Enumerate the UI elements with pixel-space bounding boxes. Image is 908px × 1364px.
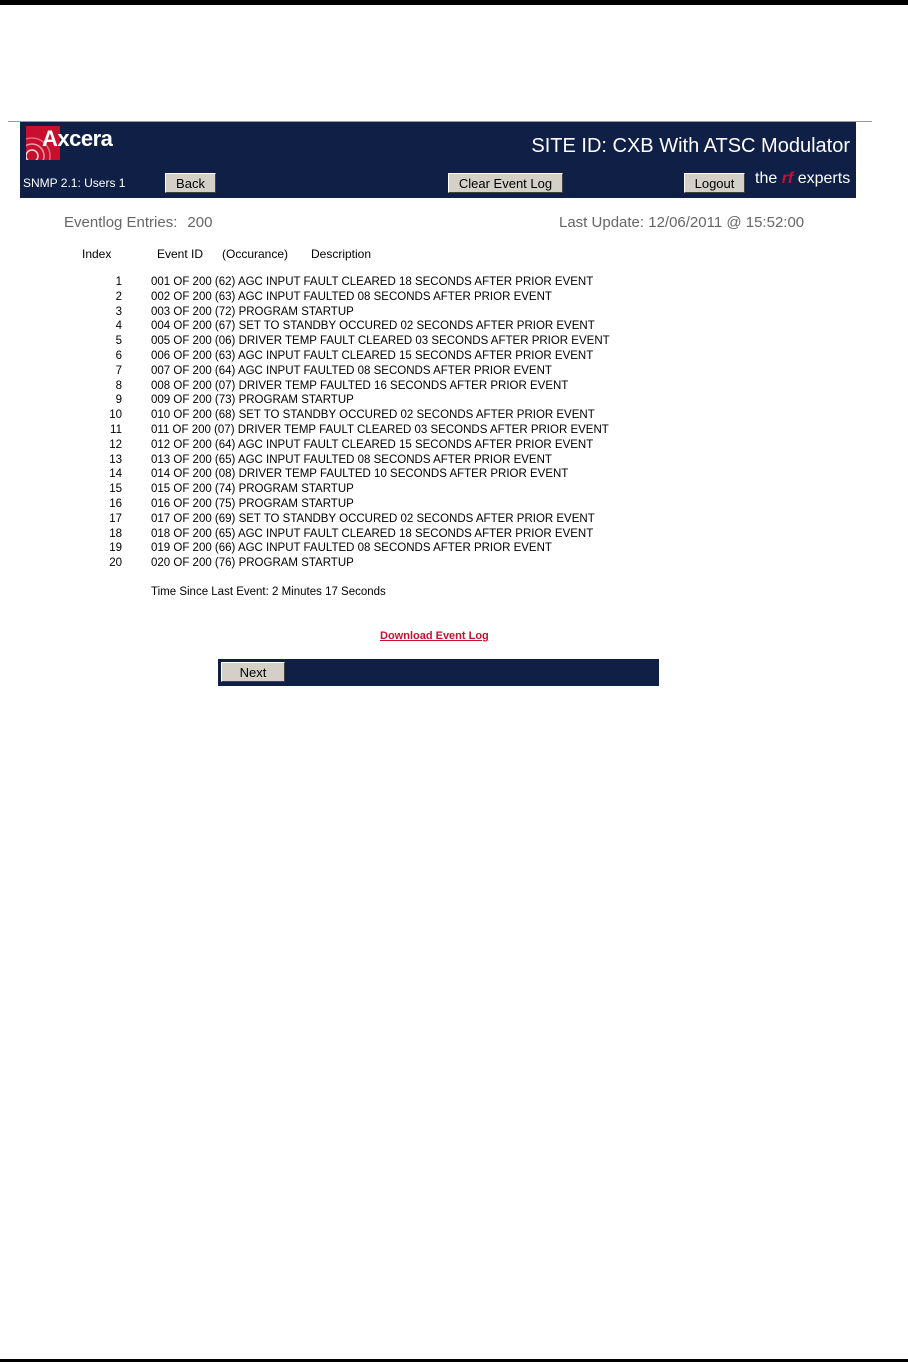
event-text: 001 OF 200 (62) AGC INPUT FAULT CLEARED 18 SECONDS AFTER PRIOR EVENT bbox=[151, 276, 594, 288]
time-since-last-event: Time Since Last Event: 2 Minutes 17 Seconds bbox=[151, 586, 386, 598]
event-text: 019 OF 200 (66) AGC INPUT FAULTED 08 SECONDS AFTER PRIOR EVENT bbox=[151, 542, 552, 555]
event-index: 19 bbox=[109, 542, 122, 555]
event-text: 014 OF 200 (08) DRIVER TEMP FAULTED 10 SECONDS AFTER PRIOR EVENT bbox=[151, 468, 569, 481]
event-row bbox=[0, 350, 908, 365]
eventlog-entries-value: 200 bbox=[187, 214, 213, 231]
tagline-the: the bbox=[755, 170, 778, 187]
event-index: 5 bbox=[115, 335, 122, 348]
app-header bbox=[20, 122, 856, 198]
event-index: 11 bbox=[110, 423, 122, 436]
event-index: 2 bbox=[115, 290, 122, 303]
back-button[interactable]: Back bbox=[165, 173, 216, 193]
event-index: 3 bbox=[115, 305, 122, 318]
event-index: 6 bbox=[115, 349, 122, 362]
event-index: 18 bbox=[109, 527, 122, 540]
event-text: 011 OF 200 (07) DRIVER TEMP FAULT CLEARED 03 SECONDS AFTER PRIOR EVENT bbox=[151, 423, 609, 436]
event-row bbox=[0, 409, 908, 424]
event-row bbox=[0, 513, 908, 528]
eventlog-entries bbox=[64, 214, 212, 231]
tagline bbox=[755, 170, 850, 188]
event-row bbox=[0, 498, 908, 513]
event-text: 015 OF 200 (74) PROGRAM STARTUP bbox=[151, 483, 354, 496]
event-text: 016 OF 200 (75) PROGRAM STARTUP bbox=[151, 497, 354, 510]
event-index: 9 bbox=[115, 394, 122, 407]
event-row bbox=[0, 542, 908, 557]
bottom-rule bbox=[0, 1359, 908, 1362]
event-text: 004 OF 200 (67) SET TO STANDBY OCCURED 02 SECONDS AFTER PRIOR EVENT bbox=[151, 320, 595, 333]
column-description: Description bbox=[311, 247, 372, 261]
tagline-rf: rf bbox=[781, 170, 794, 187]
event-index: 13 bbox=[109, 453, 122, 466]
event-index: 15 bbox=[109, 483, 122, 496]
column-occurance: (Occurance) bbox=[222, 247, 289, 261]
event-text: 008 OF 200 (07) DRIVER TEMP FAULTED 16 SECONDS AFTER PRIOR EVENT bbox=[151, 379, 569, 392]
logout-button[interactable]: Logout bbox=[684, 173, 745, 193]
event-text: 012 OF 200 (64) AGC INPUT FAULT CLEARED 15 SECONDS AFTER PRIOR EVENT bbox=[151, 438, 594, 451]
event-text: 002 OF 200 (63) AGC INPUT FAULTED 08 SECONDS AFTER PRIOR EVENT bbox=[151, 290, 552, 303]
event-text: 018 OF 200 (65) AGC INPUT FAULT CLEARED 18 SECONDS AFTER PRIOR EVENT bbox=[151, 527, 594, 540]
pagination-bar bbox=[218, 659, 659, 686]
event-row bbox=[0, 335, 908, 350]
clear-event-log-button[interactable]: Clear Event Log bbox=[448, 173, 563, 193]
event-row bbox=[0, 394, 908, 409]
event-row bbox=[0, 380, 908, 395]
event-row bbox=[0, 365, 908, 380]
event-row bbox=[0, 320, 908, 335]
eventlog-entries-label: Eventlog Entries: bbox=[64, 214, 178, 231]
event-row bbox=[0, 557, 908, 572]
event-index: 1 bbox=[115, 276, 122, 288]
event-list bbox=[0, 276, 908, 572]
axcera-logo bbox=[26, 126, 134, 160]
event-text: 017 OF 200 (69) SET TO STANDBY OCCURED 02 SECONDS AFTER PRIOR EVENT bbox=[151, 512, 595, 525]
event-text: 020 OF 200 (76) PROGRAM STARTUP bbox=[151, 557, 354, 570]
logo-text: Axcera bbox=[42, 126, 113, 151]
event-row bbox=[0, 291, 908, 306]
event-index: 4 bbox=[115, 320, 122, 333]
last-update: Last Update: 12/06/2011 @ 15:52:00 bbox=[559, 214, 805, 231]
event-row bbox=[0, 276, 908, 291]
event-index: 10 bbox=[109, 409, 122, 422]
snmp-users-label: SNMP 2.1: Users 1 bbox=[23, 176, 126, 190]
event-row bbox=[0, 528, 908, 543]
event-index: 7 bbox=[115, 364, 122, 377]
event-text: 007 OF 200 (64) AGC INPUT FAULTED 08 SECONDS AFTER PRIOR EVENT bbox=[151, 364, 552, 377]
event-index: 20 bbox=[109, 557, 122, 570]
event-row bbox=[0, 454, 908, 469]
event-index: 12 bbox=[109, 438, 122, 451]
download-event-log-link[interactable]: Download Event Log bbox=[380, 630, 489, 642]
site-title: SITE ID: CXB With ATSC Modulator bbox=[531, 135, 850, 157]
event-text: 005 OF 200 (06) DRIVER TEMP FAULT CLEARED 03 SECONDS AFTER PRIOR EVENT bbox=[151, 335, 610, 348]
event-text: 003 OF 200 (72) PROGRAM STARTUP bbox=[151, 305, 354, 318]
event-index: 8 bbox=[115, 379, 122, 392]
event-text: 013 OF 200 (65) AGC INPUT FAULTED 08 SECONDS AFTER PRIOR EVENT bbox=[151, 453, 552, 466]
column-index: Index bbox=[82, 247, 112, 261]
event-text: 009 OF 200 (73) PROGRAM STARTUP bbox=[151, 394, 354, 407]
event-index: 14 bbox=[109, 468, 122, 481]
top-rule bbox=[0, 0, 908, 5]
event-row bbox=[0, 483, 908, 498]
event-text: 006 OF 200 (63) AGC INPUT FAULT CLEARED 15 SECONDS AFTER PRIOR EVENT bbox=[151, 349, 594, 362]
event-text: 010 OF 200 (68) SET TO STANDBY OCCURED 02 SECONDS AFTER PRIOR EVENT bbox=[151, 409, 595, 422]
event-row bbox=[0, 424, 908, 439]
next-button[interactable]: Next bbox=[221, 662, 285, 682]
column-event-id: Event ID bbox=[157, 247, 204, 261]
event-row bbox=[0, 306, 908, 321]
event-index: 16 bbox=[109, 497, 122, 510]
tagline-experts: experts bbox=[797, 170, 851, 187]
event-index: 17 bbox=[109, 512, 122, 525]
event-row bbox=[0, 468, 908, 483]
event-row bbox=[0, 439, 908, 454]
